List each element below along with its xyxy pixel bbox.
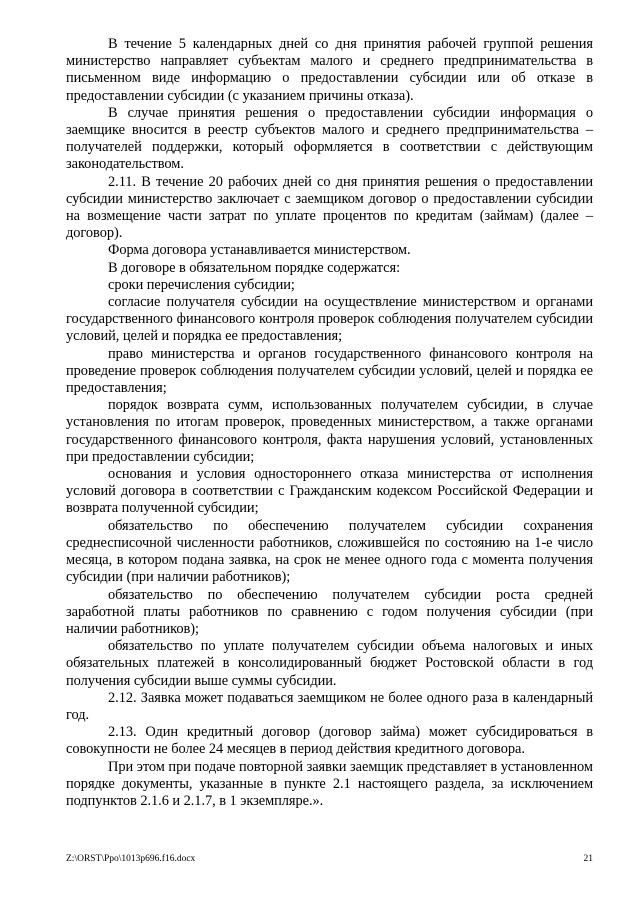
paragraph-2-11: 2.11. В течение 20 рабочих дней со дня принятия решения о предоставлении субсидии министерство заключает с заемщиком договор о предоставлении субсидии на возмещение части затрат по уплате процентов по кредитам (займам) (далее – договор).	[66, 173, 593, 242]
paragraph-contract-form: Форма договора устанавливается министерством.	[108, 242, 411, 259]
page-footer	[66, 854, 593, 864]
document-page	[66, 36, 593, 810]
list-item-transfer-terms: сроки перечисления субсидии;	[108, 276, 295, 293]
page-number: 21	[583, 854, 593, 864]
paragraph-repeat-application: При этом при подаче повторной заявки заемщик представляет в установленном порядке документы, указанные в пункте 2.1 настоящего раздела, за исключением подпунктов 2.1.6 и 2.1.7, в 1 экземпляре.».	[66, 758, 593, 809]
list-item-consent: согласие получателя субсидии на осуществление министерством и органами государственного финансового контроля проверок соблюдения получателем субсидии условий, целей и порядка ее предоставления;	[66, 294, 593, 345]
list-item-refund-procedure: порядок возврата сумм, использованных получателем субсидии, в случае установления по итогам проверок, проведенных министерством, а также органами государственного финансового контроля, факта нарушения условий, установленных при предоставлении субсидии;	[66, 397, 593, 465]
list-item-inspection-right: право министерства и органов государственного финансового контроля на проведение проверок соблюдения получателем субсидии условий, целей и порядка ее предоставления;	[66, 345, 593, 397]
list-item-headcount-obligation: обязательство по обеспечению получателем субсидии сохранения среднесписочной численности работников, сложившейся по состоянию на 1-е число месяца, в котором подана заявка, на срок не менее одного года с момента получения субсидии (при наличии работников);	[66, 517, 593, 586]
list-item-tax-obligation: обязательство по уплате получателем субсидии объема налоговых и иных обязательных платежей в консолидированный бюджет Ростовской области в год получения субсидии выше суммы субсидии.	[66, 638, 593, 689]
paragraph-2-13: 2.13. Один кредитный договор (договор займа) может субсидироваться в совокупности не более 24 месяцев в период действия кредитного договора.	[66, 724, 593, 758]
paragraph-contract-contents: В договоре в обязательном порядке содержатся:	[108, 259, 401, 276]
paragraph-registry: В случае принятия решения о предоставлении субсидии информация о заемщике вносится в реестр субъектов малого и среднего предпринимательства – получателей поддержки, который оформляется в соответствии с действующим законодательством.	[66, 104, 593, 173]
footer-file-path: Z:\ORST\Ppo\1013p696.f16.docx	[66, 854, 196, 864]
paragraph-2-12: 2.12. Заявка может подаваться заемщиком не более одного раза в календарный год.	[66, 689, 593, 723]
list-item-unilateral-refusal: основания и условия одностороннего отказа министерства от исполнения условий договора в соответствии с Гражданским кодексом Российской Федерации и возврата полученной субсидии;	[66, 466, 593, 517]
paragraph-notification: В течение 5 календарных дней со дня принятия рабочей группой решения министерство направляет субъектам малого и среднего предпринимательства в письменном виде информацию о предоставлении субсидии или об отказе в предоставлении субсидии (с указанием причины отказа).	[66, 36, 593, 104]
list-item-salary-obligation: обязательство по обеспечению получателем субсидии роста средней заработной платы работников по сравнению с годом получения субсидии (при наличии работников);	[66, 586, 593, 637]
